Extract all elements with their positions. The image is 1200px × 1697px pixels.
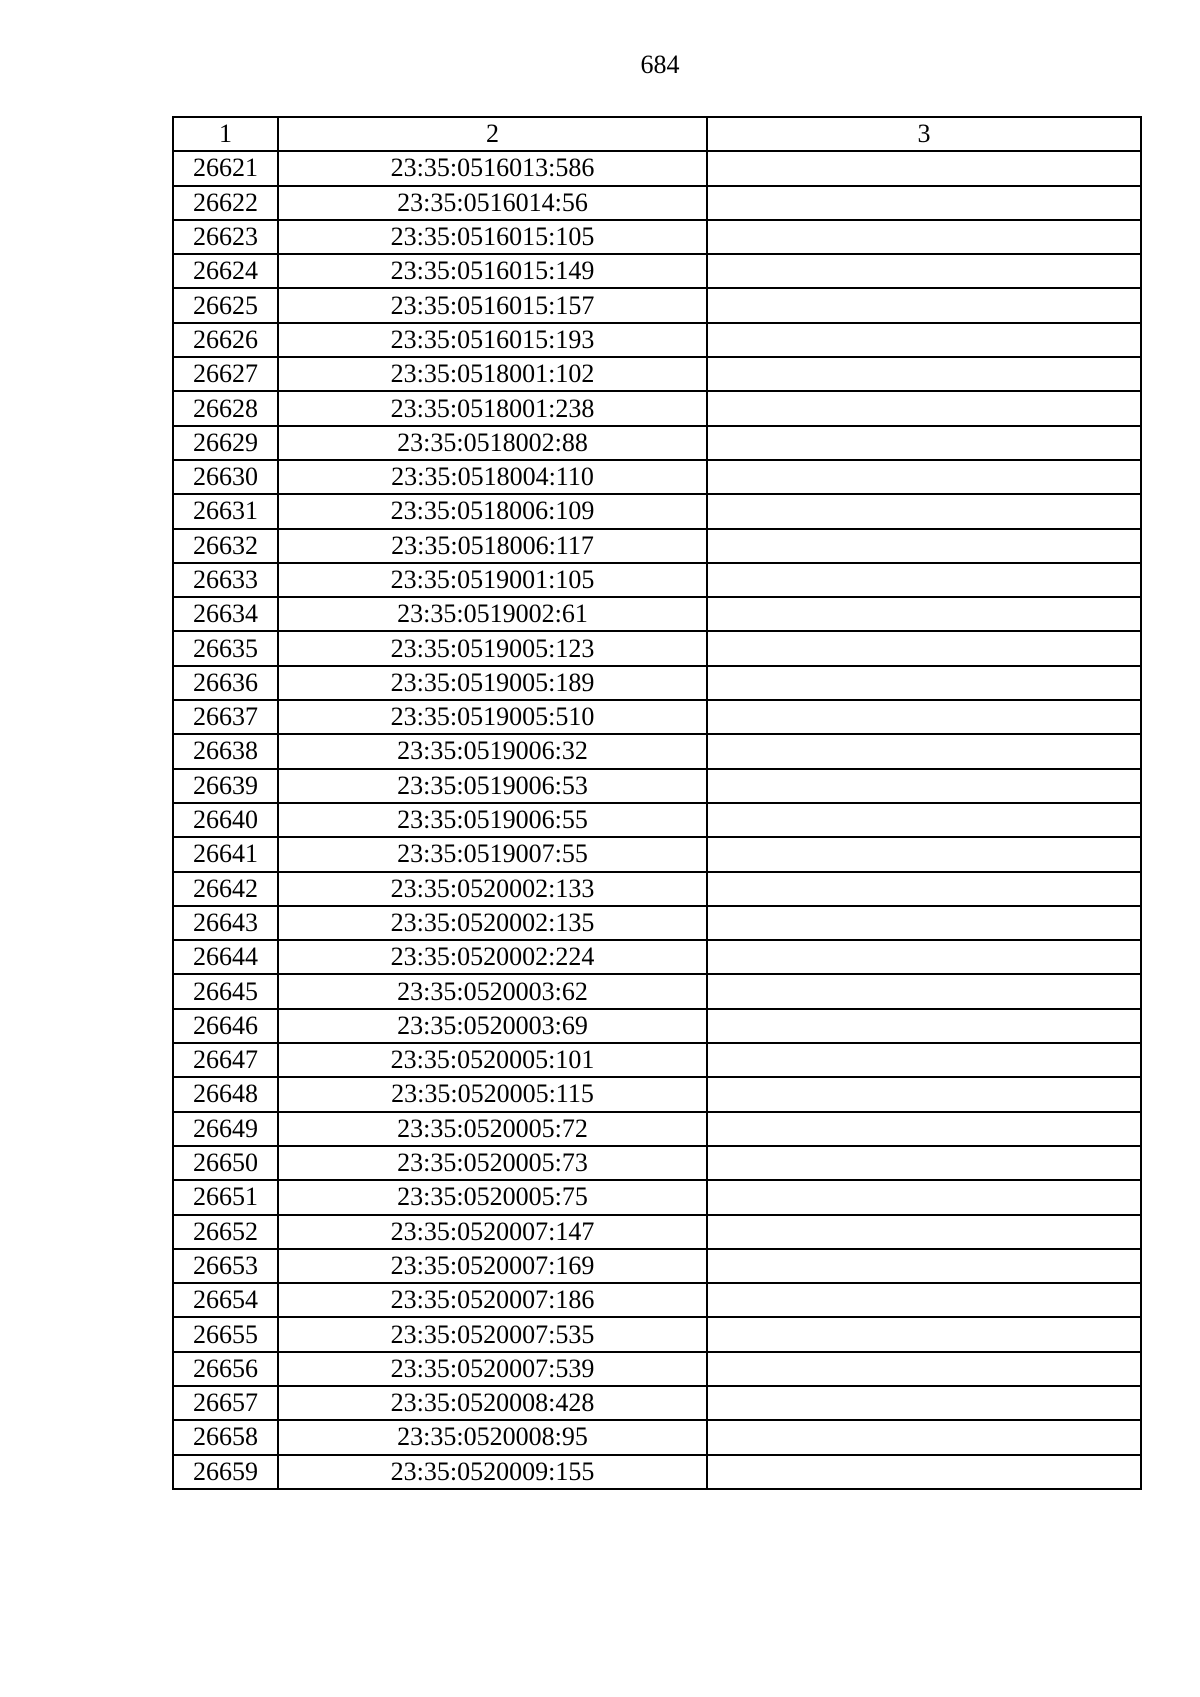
cadastral-number-cell: 23:35:0516015:105 [278,220,707,254]
row-number-cell: 26657 [173,1386,278,1420]
table-row [173,220,1141,254]
cadastral-number-cell: 23:35:0516015:149 [278,254,707,288]
note-cell [707,974,1141,1008]
row-number-cell: 26652 [173,1215,278,1249]
table-row [173,597,1141,631]
data-table [172,116,1142,1490]
cadastral-number-cell: 23:35:0520005:73 [278,1146,707,1180]
table-row [173,494,1141,528]
cadastral-number-cell: 23:35:0519005:123 [278,631,707,665]
table-row [173,1215,1141,1249]
table-row [173,1283,1141,1317]
note-cell [707,426,1141,460]
note-cell [707,1043,1141,1077]
table-row [173,1352,1141,1386]
cadastral-number-cell: 23:35:0520007:147 [278,1215,707,1249]
row-number-cell: 26625 [173,288,278,322]
table-row [173,1455,1141,1489]
table-row [173,563,1141,597]
cadastral-number-cell: 23:35:0520005:101 [278,1043,707,1077]
row-number-cell: 26637 [173,700,278,734]
table-body [173,151,1141,1489]
cadastral-number-cell: 23:35:0520002:135 [278,906,707,940]
note-cell [707,1352,1141,1386]
row-number-cell: 26658 [173,1420,278,1454]
row-number-cell: 26641 [173,837,278,871]
cadastral-number-cell: 23:35:0520008:95 [278,1420,707,1454]
note-cell [707,837,1141,871]
cadastral-number-cell: 23:35:0520007:535 [278,1317,707,1351]
note-cell [707,1386,1141,1420]
note-cell [707,803,1141,837]
row-number-cell: 26651 [173,1180,278,1214]
note-cell [707,1455,1141,1489]
page-number: 684 [640,50,680,79]
cadastral-number-cell: 23:35:0520002:133 [278,872,707,906]
table-row [173,666,1141,700]
row-number-cell: 26621 [173,151,278,185]
row-number-cell: 26635 [173,631,278,665]
table-row [173,460,1141,494]
row-number-cell: 26622 [173,186,278,220]
row-number-cell: 26654 [173,1283,278,1317]
cadastral-number-cell: 23:35:0520007:186 [278,1283,707,1317]
cadastral-number-cell: 23:35:0520007:539 [278,1352,707,1386]
note-cell [707,563,1141,597]
row-number-cell: 26647 [173,1043,278,1077]
note-cell [707,631,1141,665]
cadastral-number-cell: 23:35:0518004:110 [278,460,707,494]
row-number-cell: 26629 [173,426,278,460]
table-row [173,1043,1141,1077]
row-number-cell: 26643 [173,906,278,940]
table-row [173,940,1141,974]
row-number-cell: 26631 [173,494,278,528]
row-number-cell: 26646 [173,1009,278,1043]
table-row [173,1077,1141,1111]
note-cell [707,254,1141,288]
table-row [173,1386,1141,1420]
table-row [173,631,1141,665]
table-row [173,391,1141,425]
row-number-cell: 26645 [173,974,278,1008]
cadastral-number-cell: 23:35:0516015:193 [278,323,707,357]
cadastral-number-cell: 23:35:0519005:189 [278,666,707,700]
table-row [173,1112,1141,1146]
row-number-cell: 26659 [173,1455,278,1489]
table-row [173,288,1141,322]
table-row [173,186,1141,220]
note-cell [707,220,1141,254]
cadastral-number-cell: 23:35:0519001:105 [278,563,707,597]
cadastral-number-cell: 23:35:0516013:586 [278,151,707,185]
note-cell [707,151,1141,185]
cadastral-number-cell: 23:35:0516014:56 [278,186,707,220]
cadastral-number-cell: 23:35:0518006:109 [278,494,707,528]
row-number-cell: 26649 [173,1112,278,1146]
table-row [173,151,1141,185]
row-number-cell: 26653 [173,1249,278,1283]
table-row [173,1180,1141,1214]
cadastral-number-cell: 23:35:0520009:155 [278,1455,707,1489]
cadastral-number-cell: 23:35:0519006:55 [278,803,707,837]
table-row [173,426,1141,460]
note-cell [707,597,1141,631]
note-cell [707,769,1141,803]
row-number-cell: 26644 [173,940,278,974]
column-header-2: 2 [278,117,707,151]
cadastral-number-cell: 23:35:0519006:53 [278,769,707,803]
row-number-cell: 26623 [173,220,278,254]
note-cell [707,1180,1141,1214]
table-row [173,872,1141,906]
table-row [173,974,1141,1008]
row-number-cell: 26632 [173,529,278,563]
column-header-3: 3 [707,117,1141,151]
note-cell [707,1317,1141,1351]
header-row [173,117,1141,151]
table-row [173,1317,1141,1351]
cadastral-number-cell: 23:35:0520007:169 [278,1249,707,1283]
table-row [173,1420,1141,1454]
cadastral-number-cell: 23:35:0520003:62 [278,974,707,1008]
note-cell [707,700,1141,734]
table-row [173,1146,1141,1180]
note-cell [707,1112,1141,1146]
row-number-cell: 26633 [173,563,278,597]
table-row [173,323,1141,357]
cadastral-number-cell: 23:35:0518002:88 [278,426,707,460]
cadastral-number-cell: 23:35:0519007:55 [278,837,707,871]
note-cell [707,460,1141,494]
cadastral-number-cell: 23:35:0520003:69 [278,1009,707,1043]
row-number-cell: 26655 [173,1317,278,1351]
column-header-1: 1 [173,117,278,151]
table-row [173,769,1141,803]
table-header [173,117,1141,151]
row-number-cell: 26634 [173,597,278,631]
cadastral-number-cell: 23:35:0518001:102 [278,357,707,391]
row-number-cell: 26650 [173,1146,278,1180]
cadastral-number-cell: 23:35:0520005:72 [278,1112,707,1146]
cadastral-number-cell: 23:35:0520008:428 [278,1386,707,1420]
table-row [173,529,1141,563]
note-cell [707,529,1141,563]
row-number-cell: 26628 [173,391,278,425]
row-number-cell: 26656 [173,1352,278,1386]
row-number-cell: 26627 [173,357,278,391]
note-cell [707,1077,1141,1111]
note-cell [707,940,1141,974]
cadastral-number-cell: 23:35:0520005:115 [278,1077,707,1111]
row-number-cell: 26630 [173,460,278,494]
note-cell [707,494,1141,528]
row-number-cell: 26624 [173,254,278,288]
cadastral-number-cell: 23:35:0519002:61 [278,597,707,631]
cadastral-number-cell: 23:35:0518001:238 [278,391,707,425]
row-number-cell: 26636 [173,666,278,700]
table-row [173,1009,1141,1043]
row-number-cell: 26639 [173,769,278,803]
note-cell [707,357,1141,391]
note-cell [707,186,1141,220]
table-row [173,906,1141,940]
note-cell [707,323,1141,357]
table-row [173,734,1141,768]
cadastral-number-cell: 23:35:0518006:117 [278,529,707,563]
row-number-cell: 26648 [173,1077,278,1111]
note-cell [707,666,1141,700]
row-number-cell: 26626 [173,323,278,357]
note-cell [707,1146,1141,1180]
note-cell [707,734,1141,768]
note-cell [707,1249,1141,1283]
note-cell [707,1215,1141,1249]
note-cell [707,1283,1141,1317]
cadastral-number-cell: 23:35:0519006:32 [278,734,707,768]
note-cell [707,1420,1141,1454]
note-cell [707,906,1141,940]
cadastral-number-cell: 23:35:0520005:75 [278,1180,707,1214]
note-cell [707,1009,1141,1043]
cadastral-number-cell: 23:35:0520002:224 [278,940,707,974]
table-row [173,357,1141,391]
cadastral-number-cell: 23:35:0516015:157 [278,288,707,322]
table-row [173,254,1141,288]
row-number-cell: 26642 [173,872,278,906]
row-number-cell: 26638 [173,734,278,768]
table-row [173,1249,1141,1283]
table-row [173,837,1141,871]
note-cell [707,391,1141,425]
cadastral-number-cell: 23:35:0519005:510 [278,700,707,734]
note-cell [707,872,1141,906]
row-number-cell: 26640 [173,803,278,837]
note-cell [707,288,1141,322]
table-row [173,803,1141,837]
table-row [173,700,1141,734]
